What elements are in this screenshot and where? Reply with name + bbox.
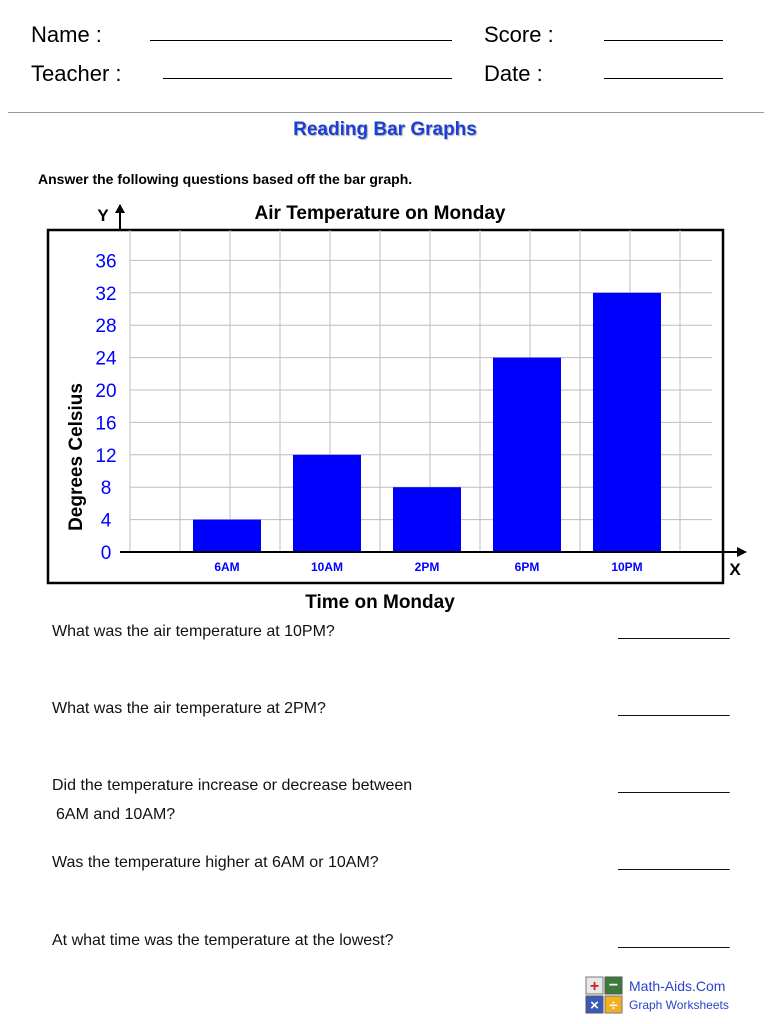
question-4 bbox=[52, 848, 379, 877]
footer-subtitle: Graph Worksheets bbox=[629, 998, 729, 1012]
score-label: Score : bbox=[484, 22, 554, 47]
y-tick-labels bbox=[95, 251, 117, 564]
x-tick-labels bbox=[214, 560, 642, 574]
question-1 bbox=[52, 617, 335, 646]
svg-text:×: × bbox=[590, 997, 599, 1014]
svg-text:−: − bbox=[608, 977, 619, 994]
y-tick-label: 4 bbox=[100, 510, 112, 532]
header-divider bbox=[8, 112, 764, 113]
question-text: Did the temperature increase or decrease between bbox=[52, 777, 413, 794]
x-tick-label: 10PM bbox=[611, 560, 643, 574]
x-tick-label: 10AM bbox=[310, 560, 344, 574]
bar-10am bbox=[293, 455, 361, 552]
chart-title: Air Temperature on Monday bbox=[254, 203, 506, 224]
name-field[interactable] bbox=[150, 40, 452, 41]
worksheet-title: Reading Bar Graphs bbox=[293, 119, 477, 140]
x-tick-label: 2PM bbox=[414, 560, 440, 574]
question-2 bbox=[52, 694, 326, 723]
y-tick-label: 0 bbox=[100, 543, 112, 564]
answer-blank-2[interactable]: ______________ bbox=[618, 700, 729, 717]
svg-text:÷: ÷ bbox=[609, 997, 618, 1014]
question-text: At what time was the temperature at the lowest? bbox=[52, 932, 394, 949]
x-tick-label: 6AM bbox=[214, 560, 240, 574]
y-axis-indicator bbox=[97, 204, 125, 231]
teacher-field[interactable] bbox=[163, 78, 452, 79]
y-axis-letter: Y bbox=[97, 206, 109, 225]
bar-10pm bbox=[593, 293, 661, 552]
answer-blank-3[interactable]: ______________ bbox=[618, 777, 729, 794]
bar-6am bbox=[193, 520, 261, 552]
name-label: Name : bbox=[31, 22, 102, 47]
bar-chart bbox=[0, 195, 770, 620]
question-5 bbox=[52, 926, 394, 955]
y-tick-label: 16 bbox=[95, 413, 117, 435]
instructions: Answer the following questions based off the bar graph. bbox=[38, 171, 413, 187]
y-tick-label: 36 bbox=[95, 251, 117, 273]
y-tick-label: 12 bbox=[95, 445, 117, 467]
bar-2pm bbox=[393, 487, 461, 552]
y-tick-label: 24 bbox=[95, 348, 117, 370]
svg-text:+: + bbox=[589, 978, 600, 995]
answer-blank-1[interactable]: ______________ bbox=[618, 623, 729, 640]
teacher-label: Teacher : bbox=[31, 61, 122, 86]
score-field[interactable] bbox=[604, 40, 723, 41]
y-tick-label: 28 bbox=[95, 316, 117, 338]
question-text-continued: 6AM and 10AM? bbox=[56, 806, 176, 823]
question-text: What was the air temperature at 2PM? bbox=[52, 700, 326, 717]
footer-brand: Math-Aids.Com bbox=[629, 978, 726, 994]
date-field[interactable] bbox=[604, 78, 723, 79]
question-text: What was the air temperature at 10PM? bbox=[52, 623, 335, 640]
math-aids-logo-icon bbox=[585, 976, 623, 1014]
x-tick-label: 6PM bbox=[514, 560, 540, 574]
y-tick-label: 32 bbox=[95, 283, 117, 305]
date-label: Date : bbox=[484, 61, 543, 86]
y-tick-label: 20 bbox=[95, 381, 117, 402]
x-axis-title: Time on Monday bbox=[305, 592, 455, 613]
y-tick-label: 8 bbox=[100, 478, 112, 500]
bar-6pm bbox=[493, 358, 561, 552]
x-axis-letter: X bbox=[729, 560, 741, 579]
question-3 bbox=[52, 771, 412, 829]
answer-blank-4[interactable]: ______________ bbox=[618, 854, 729, 871]
y-axis-title: Degrees Celsius bbox=[66, 383, 87, 531]
answer-blank-5[interactable]: ______________ bbox=[618, 932, 729, 949]
question-text: Was the temperature higher at 6AM or 10AM? bbox=[52, 854, 379, 871]
